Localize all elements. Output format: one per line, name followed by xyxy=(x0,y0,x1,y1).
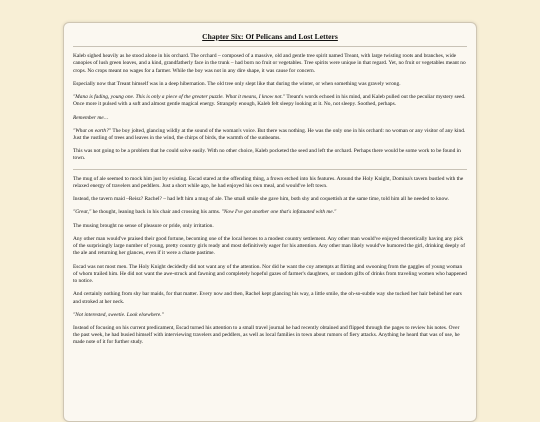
text: he thought, leaning back in his chair and crossing his arms. xyxy=(91,209,222,216)
paragraph: Kaleb sighed heavily as he stood alone in his orchard. The orchard – composed of a massive, old and gentle tree spirit named Treant, with large twisting roots and branches, wide canopies of lush green leaves, and a kind, grandfatherly face in the trunk – had born no fruit or vegetables. Tree spirits were unique in that regard. Yet, no fruit or vegetables meant no crops. No crops meant no wages for a farmer. While the boy was not in any dire shape, it was cause for concern. xyxy=(73,53,466,74)
paragraph-italic: Remember me… xyxy=(73,114,109,121)
text: Treant's words echoed in his mind, and Kaleb pulled out the peculiar mystery seed. Once more it pulsed with a soft and almost gentle magical energy. Strangely enough, Kaleb felt sleepy looking at it. No, not sleepy. Soothed, perhaps. xyxy=(73,94,466,108)
paragraph: This was not going to be a problem that he could solve easily. With no other choice, Kaleb pocketed the seed and left the orchard. Perhaps there would be some work to be found in town. xyxy=(73,148,461,162)
document-page xyxy=(63,22,477,422)
paragraph: Any other man would've praised their good fortune, becoming one of the local heroes to a modest country settlement. Any other man would've enjoyed theoretically having any pick of the surprisingly large number of young, pretty country girls ready and most definitively eager for his attention. Any other man likely would've humored the girl, drinking deeply of the ale and returning her glances, even if it were a chaste pastime. xyxy=(73,235,466,257)
paragraph xyxy=(73,94,467,108)
paragraph: The musing brought no sense of pleasure or pride, only irritation. xyxy=(73,222,214,229)
paragraph: The mug of ale seemed to mock him just by existing. Escad stared at the offending thing, a frown etched into his features. Around the Holy Knight, Domina's tavern bustled with the relaxed energy of travelers and peddlers. Just a short while ago, he had enjoyed his own meal, and would've left town. xyxy=(73,175,464,189)
italic-quote: "Mana is fading, young one. This is only a piece of the greater puzzle. What it means, I know not." xyxy=(73,94,286,101)
paragraph xyxy=(73,128,467,142)
italic-quote: "What on earth?" xyxy=(73,127,112,134)
paragraph-italic: "Not interested, sweetie. Look elsewhere." xyxy=(73,311,164,318)
paragraph: And certainly nothing from shy bar maids, for that matter. Every now and then, Rachel kept glancing his way, a little smile, the oh-so-subtle way she tucked her hair behind her ears and stroked at her neck. xyxy=(73,291,462,305)
paragraph: Instead of focusing on his current predicament, Escad turned his attention to a small travel journal he had recently obtained and flipped through the pages to review his notes. Over the past week, he had busied himself with interviewing travelers and peddlers, as well as local families in town about rumors of fiery attacks. Anything he heard that was of use, he made note of it for further study. xyxy=(73,324,460,346)
paragraph: Escad was not most men. The Holy Knight decidedly did not want any of the attention. Nor did he want the coy attempts at flirting and swooning from the gaggles of young woman of whom trailed him. He did not want the awe-struck and fawning and completely hopeful gazes of farmer's daughters, or random gifts of drinks from traveling women who happened to notice. xyxy=(73,263,467,285)
divider xyxy=(73,46,467,47)
italic-quote: "Great," xyxy=(73,209,92,216)
chapter-title: Chapter Six: Of Pelicans and Lost Letters xyxy=(202,32,338,41)
paragraph xyxy=(73,209,467,216)
text: The boy jolted, glancing wildly at the sound of the woman's voice. But there was nothing. He was the only one in his orchard: no woman or any visitor of any kind. Just the rustling of trees and leaves in the wind, the chirps of birds, the warmth of the sunbeams. xyxy=(73,127,466,141)
scene-divider xyxy=(73,169,467,170)
italic-quote: "Now I've got another one that's infatuated with me." xyxy=(221,209,337,216)
paragraph: Instead, the tavern maid –Reisz? Rachel? – had left him a mug of ale. The small smile she gave him, both shy and coquettish at the same time, told him all he needed to know. xyxy=(73,196,450,203)
paragraph: Especially now that Treant himself was in a deep hibernation. The old tree only slept like that during the winter, or when something was gravely wrong. xyxy=(73,80,401,87)
